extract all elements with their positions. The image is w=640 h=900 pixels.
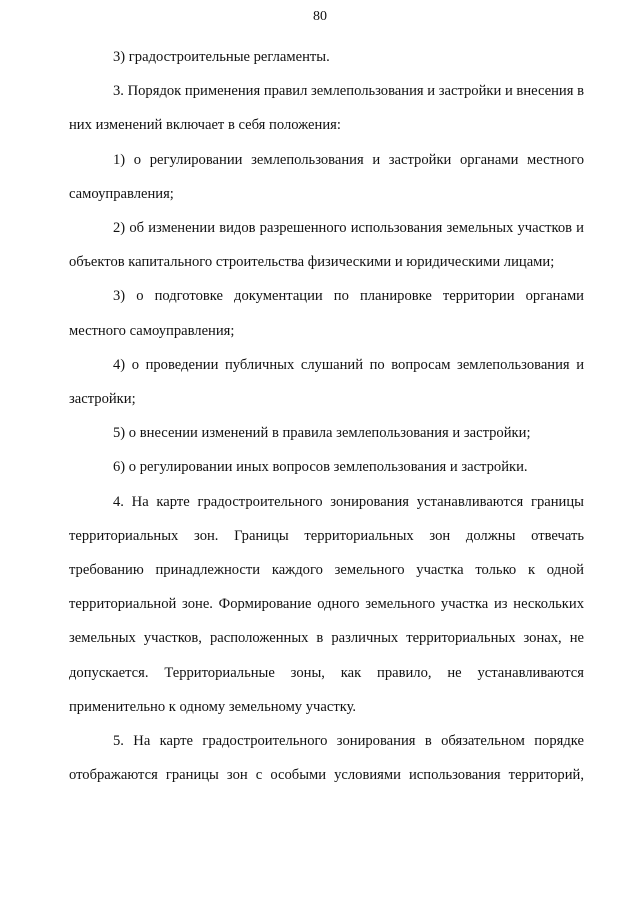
paragraph-subitem-3: 3) о подготовке документации по планировке территории органами местного самоуправления; bbox=[69, 288, 584, 339]
page-number: 80 bbox=[313, 9, 327, 24]
paragraph-subitem-1: 1) о регулировании землепользования и застройки органами местного самоуправления; bbox=[69, 151, 584, 202]
paragraph-subitem-2: 2) об изменении видов разрешенного использования земельных участков и объектов капитального строительства физическими и юридическими лицами; bbox=[69, 220, 584, 271]
paragraph-section-5: 5. На карте градостроительного зонирования в обязательном порядке отображаются границы зон с особыми условиями использования территорий, bbox=[69, 733, 584, 784]
document-body bbox=[69, 40, 584, 792]
paragraph-section-3: 3. Порядок применения правил землепользования и застройки и внесения в них изменений включает в себя положения: bbox=[69, 83, 584, 134]
paragraph-section-4: 4. На карте градостроительного зонирования устанавливаются границы территориальных зон. Границы территориальных зон должны отвечать требованию принадлежности каждого земельного участка только к одной территориальной зоне. Формирование одного земельного участка из нескольких земельных участков, расположенных в различных территориальных зонах, не допускается. Территориальные зоны, как правило, не устанавливаются применительно к одному земельному участку. bbox=[69, 493, 584, 715]
paragraph-subitem-5: 5) о внесении изменений в правила землепользования и застройки; bbox=[113, 425, 531, 442]
paragraph-subitem-6: 6) о регулировании иных вопросов землепользования и застройки. bbox=[113, 459, 528, 476]
paragraph-subitem-4: 4) о проведении публичных слушаний по вопросам землепользования и застройки; bbox=[69, 356, 584, 408]
paragraph-item-3-regulations: 3) градостроительные регламенты. bbox=[113, 49, 330, 65]
